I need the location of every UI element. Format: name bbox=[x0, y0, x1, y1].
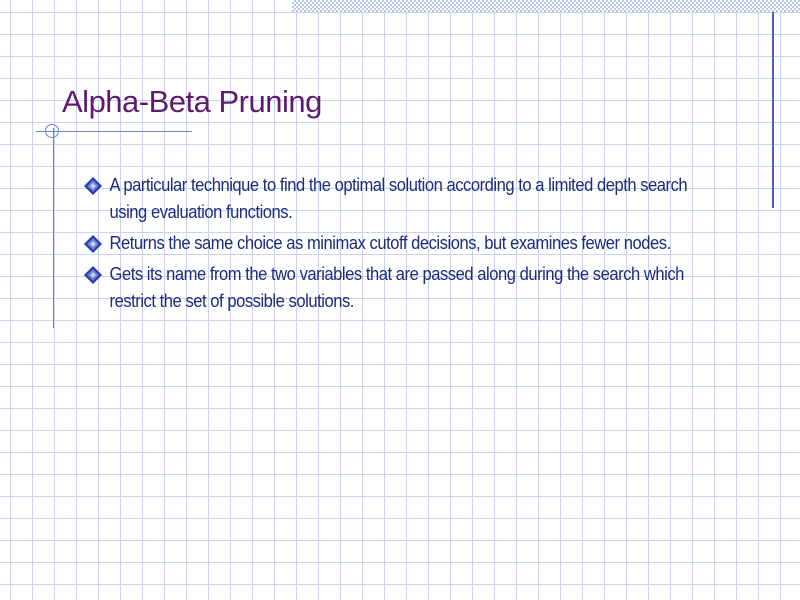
diamond-bullet-icon bbox=[82, 264, 104, 286]
slide-title: Alpha-Beta Pruning bbox=[62, 84, 322, 119]
bullet-text: Returns the same choice as minimax cutoff decisions, but examines fewer nodes. bbox=[109, 233, 671, 253]
right-accent-line bbox=[772, 12, 774, 208]
diamond-bullet-icon bbox=[82, 233, 104, 255]
diamond-bullet-icon bbox=[82, 175, 104, 197]
bullet-item bbox=[82, 172, 742, 226]
left-accent-line bbox=[53, 128, 54, 328]
circle-decoration-icon bbox=[45, 124, 59, 138]
checker-band bbox=[292, 0, 800, 12]
title-underline bbox=[36, 131, 192, 132]
bullet-item bbox=[82, 261, 742, 315]
bullet-item bbox=[82, 230, 742, 257]
bullet-text: A particular technique to find the optimal solution according to a limited depth search using evaluation functions. bbox=[109, 175, 688, 222]
bullet-list bbox=[82, 172, 742, 319]
bullet-text: Gets its name from the two variables that are passed along during the search which restrict the set of possible solutions. bbox=[109, 264, 684, 311]
